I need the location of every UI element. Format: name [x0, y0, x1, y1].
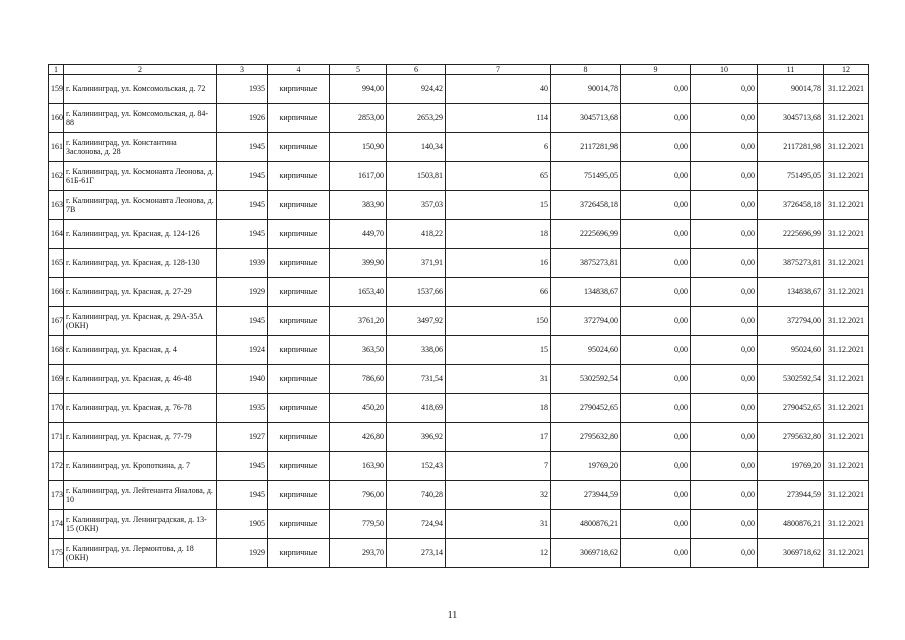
- table-row: [49, 365, 869, 394]
- living-area-cell: 338,06: [387, 336, 446, 365]
- cost-col-11-cell: 3069718,62: [758, 539, 824, 568]
- living-area-cell: 724,94: [387, 510, 446, 539]
- column-number: 12: [824, 65, 869, 75]
- cost-col-11-cell: 19769,20: [758, 452, 824, 481]
- total-area-cell: 3761,20: [330, 307, 387, 336]
- table-row: [49, 481, 869, 510]
- column-number: 6: [387, 65, 446, 75]
- cost-col-9-cell: 0,00: [621, 510, 691, 539]
- completion-date-cell: 31.12.2021: [824, 249, 869, 278]
- cost-col-11-cell: 95024,60: [758, 336, 824, 365]
- wall-material-cell: кирпичные: [268, 510, 330, 539]
- cost-col-11-cell: 3875273,81: [758, 249, 824, 278]
- column-number: 10: [691, 65, 758, 75]
- wall-material-cell: кирпичные: [268, 365, 330, 394]
- total-area-cell: 2853,00: [330, 104, 387, 133]
- address-cell: г. Калининград, ул. Красная, д. 29А-35А (ОКН): [64, 307, 217, 336]
- table-row: [49, 220, 869, 249]
- table-row: [49, 510, 869, 539]
- table-row: [49, 162, 869, 191]
- total-area-cell: 449,70: [330, 220, 387, 249]
- total-area-cell: 994,00: [330, 75, 387, 104]
- total-area-cell: 1617,00: [330, 162, 387, 191]
- column-number: 4: [268, 65, 330, 75]
- build-year-cell: 1945: [217, 162, 268, 191]
- build-year-cell: 1924: [217, 336, 268, 365]
- cost-total-cell: 3726458,18: [551, 191, 621, 220]
- wall-material-cell: кирпичные: [268, 307, 330, 336]
- living-area-cell: 924,42: [387, 75, 446, 104]
- address-cell: г. Калининград, ул. Красная, д. 27-29: [64, 278, 217, 307]
- address-cell: г. Калининград, ул. Красная, д. 77-79: [64, 423, 217, 452]
- completion-date-cell: 31.12.2021: [824, 481, 869, 510]
- cost-col-10-cell: 0,00: [691, 75, 758, 104]
- address-cell: г. Калининград, ул. Красная, д. 46-48: [64, 365, 217, 394]
- total-area-cell: 426,80: [330, 423, 387, 452]
- cost-col-11-cell: 90014,78: [758, 75, 824, 104]
- residents-count-cell: 18: [446, 394, 551, 423]
- row-number-cell: 172: [49, 452, 64, 481]
- completion-date-cell: 31.12.2021: [824, 539, 869, 568]
- housing-table: [48, 64, 869, 568]
- build-year-cell: 1945: [217, 133, 268, 162]
- row-number-cell: 171: [49, 423, 64, 452]
- cost-col-11-cell: 134838,67: [758, 278, 824, 307]
- residents-count-cell: 31: [446, 510, 551, 539]
- living-area-cell: 152,43: [387, 452, 446, 481]
- cost-total-cell: 3045713,68: [551, 104, 621, 133]
- column-number: 2: [64, 65, 217, 75]
- wall-material-cell: кирпичные: [268, 336, 330, 365]
- wall-material-cell: кирпичные: [268, 191, 330, 220]
- build-year-cell: 1927: [217, 423, 268, 452]
- total-area-cell: 363,50: [330, 336, 387, 365]
- cost-col-10-cell: 0,00: [691, 452, 758, 481]
- cost-total-cell: 3069718,62: [551, 539, 621, 568]
- cost-col-11-cell: 3726458,18: [758, 191, 824, 220]
- living-area-cell: 418,69: [387, 394, 446, 423]
- total-area-cell: 293,70: [330, 539, 387, 568]
- cost-col-9-cell: 0,00: [621, 249, 691, 278]
- cost-col-11-cell: 273944,59: [758, 481, 824, 510]
- cost-total-cell: 751495,05: [551, 162, 621, 191]
- cost-col-10-cell: 0,00: [691, 104, 758, 133]
- address-cell: г. Калининград, ул. Красная, д. 76-78: [64, 394, 217, 423]
- completion-date-cell: 31.12.2021: [824, 104, 869, 133]
- cost-col-9-cell: 0,00: [621, 539, 691, 568]
- cost-col-9-cell: 0,00: [621, 220, 691, 249]
- row-number-cell: 167: [49, 307, 64, 336]
- wall-material-cell: кирпичные: [268, 133, 330, 162]
- residents-count-cell: 114: [446, 104, 551, 133]
- wall-material-cell: кирпичные: [268, 394, 330, 423]
- total-area-cell: 163,90: [330, 452, 387, 481]
- build-year-cell: 1905: [217, 510, 268, 539]
- cost-col-9-cell: 0,00: [621, 307, 691, 336]
- cost-total-cell: 2225696,99: [551, 220, 621, 249]
- residents-count-cell: 31: [446, 365, 551, 394]
- residents-count-cell: 15: [446, 336, 551, 365]
- cost-col-10-cell: 0,00: [691, 307, 758, 336]
- cost-col-11-cell: 372794,00: [758, 307, 824, 336]
- column-number: 5: [330, 65, 387, 75]
- completion-date-cell: 31.12.2021: [824, 510, 869, 539]
- cost-col-10-cell: 0,00: [691, 539, 758, 568]
- cost-col-9-cell: 0,00: [621, 278, 691, 307]
- completion-date-cell: 31.12.2021: [824, 336, 869, 365]
- living-area-cell: 3497,92: [387, 307, 446, 336]
- row-number-cell: 159: [49, 75, 64, 104]
- completion-date-cell: 31.12.2021: [824, 278, 869, 307]
- column-number: 8: [551, 65, 621, 75]
- cost-col-11-cell: 5302592,54: [758, 365, 824, 394]
- table-row: [49, 307, 869, 336]
- living-area-cell: 273,14: [387, 539, 446, 568]
- cost-col-9-cell: 0,00: [621, 75, 691, 104]
- total-area-cell: 450,20: [330, 394, 387, 423]
- residents-count-cell: 32: [446, 481, 551, 510]
- cost-total-cell: 2117281,98: [551, 133, 621, 162]
- cost-col-9-cell: 0,00: [621, 191, 691, 220]
- build-year-cell: 1935: [217, 394, 268, 423]
- cost-col-9-cell: 0,00: [621, 394, 691, 423]
- table-row: [49, 249, 869, 278]
- table-row: [49, 394, 869, 423]
- cost-col-11-cell: 2225696,99: [758, 220, 824, 249]
- column-number-row: [49, 65, 869, 75]
- build-year-cell: 1935: [217, 75, 268, 104]
- address-cell: г. Калининград, ул. Кропоткина, д. 7: [64, 452, 217, 481]
- residents-count-cell: 12: [446, 539, 551, 568]
- column-number: 11: [758, 65, 824, 75]
- cost-col-9-cell: 0,00: [621, 452, 691, 481]
- living-area-cell: 357,03: [387, 191, 446, 220]
- total-area-cell: 779,50: [330, 510, 387, 539]
- table-row: [49, 104, 869, 133]
- cost-col-11-cell: 2795632,80: [758, 423, 824, 452]
- wall-material-cell: кирпичные: [268, 162, 330, 191]
- cost-total-cell: 134838,67: [551, 278, 621, 307]
- address-cell: г. Калининград, ул. Космонавта Леонова, д. 7В: [64, 191, 217, 220]
- row-number-cell: 168: [49, 336, 64, 365]
- cost-col-9-cell: 0,00: [621, 423, 691, 452]
- total-area-cell: 796,00: [330, 481, 387, 510]
- living-area-cell: 1537,66: [387, 278, 446, 307]
- residents-count-cell: 18: [446, 220, 551, 249]
- completion-date-cell: 31.12.2021: [824, 220, 869, 249]
- living-area-cell: 418,22: [387, 220, 446, 249]
- residents-count-cell: 65: [446, 162, 551, 191]
- cost-total-cell: 273944,59: [551, 481, 621, 510]
- table-row: [49, 539, 869, 568]
- row-number-cell: 175: [49, 539, 64, 568]
- completion-date-cell: 31.12.2021: [824, 394, 869, 423]
- wall-material-cell: кирпичные: [268, 423, 330, 452]
- cost-col-9-cell: 0,00: [621, 133, 691, 162]
- build-year-cell: 1945: [217, 191, 268, 220]
- cost-col-9-cell: 0,00: [621, 365, 691, 394]
- living-area-cell: 396,92: [387, 423, 446, 452]
- table-row: [49, 336, 869, 365]
- table-row: [49, 423, 869, 452]
- living-area-cell: 140,34: [387, 133, 446, 162]
- address-cell: г. Калининград, ул. Константина Заслонова, д. 28: [64, 133, 217, 162]
- residents-count-cell: 6: [446, 133, 551, 162]
- completion-date-cell: 31.12.2021: [824, 365, 869, 394]
- total-area-cell: 1653,40: [330, 278, 387, 307]
- total-area-cell: 383,90: [330, 191, 387, 220]
- build-year-cell: 1945: [217, 452, 268, 481]
- cost-col-9-cell: 0,00: [621, 481, 691, 510]
- cost-col-10-cell: 0,00: [691, 510, 758, 539]
- cost-col-10-cell: 0,00: [691, 394, 758, 423]
- table-body: [49, 65, 869, 568]
- cost-col-11-cell: 4800876,21: [758, 510, 824, 539]
- table-row: [49, 133, 869, 162]
- build-year-cell: 1945: [217, 307, 268, 336]
- cost-col-10-cell: 0,00: [691, 423, 758, 452]
- row-number-cell: 162: [49, 162, 64, 191]
- row-number-cell: 166: [49, 278, 64, 307]
- row-number-cell: 170: [49, 394, 64, 423]
- completion-date-cell: 31.12.2021: [824, 191, 869, 220]
- cost-total-cell: 3875273,81: [551, 249, 621, 278]
- address-cell: г. Калининград, ул. Лейтенанта Яналова, д. 10: [64, 481, 217, 510]
- page-number: 11: [447, 610, 458, 621]
- cost-col-10-cell: 0,00: [691, 162, 758, 191]
- total-area-cell: 399,90: [330, 249, 387, 278]
- row-number-cell: 174: [49, 510, 64, 539]
- cost-col-11-cell: 751495,05: [758, 162, 824, 191]
- cost-col-10-cell: 0,00: [691, 191, 758, 220]
- column-number: 7: [446, 65, 551, 75]
- cost-col-10-cell: 0,00: [691, 365, 758, 394]
- living-area-cell: 740,28: [387, 481, 446, 510]
- row-number-cell: 163: [49, 191, 64, 220]
- column-number: 9: [621, 65, 691, 75]
- total-area-cell: 786,60: [330, 365, 387, 394]
- total-area-cell: 150,90: [330, 133, 387, 162]
- completion-date-cell: 31.12.2021: [824, 452, 869, 481]
- cost-col-10-cell: 0,00: [691, 336, 758, 365]
- table-row: [49, 75, 869, 104]
- wall-material-cell: кирпичные: [268, 481, 330, 510]
- row-number-cell: 169: [49, 365, 64, 394]
- residents-count-cell: 40: [446, 75, 551, 104]
- cost-col-11-cell: 2117281,98: [758, 133, 824, 162]
- residents-count-cell: 17: [446, 423, 551, 452]
- address-cell: г. Калининград, ул. Комсомольская, д. 72: [64, 75, 217, 104]
- cost-total-cell: 372794,00: [551, 307, 621, 336]
- residents-count-cell: 66: [446, 278, 551, 307]
- cost-col-9-cell: 0,00: [621, 104, 691, 133]
- cost-total-cell: 90014,78: [551, 75, 621, 104]
- address-cell: г. Калининград, ул. Красная, д. 4: [64, 336, 217, 365]
- cost-col-11-cell: 2790452,65: [758, 394, 824, 423]
- column-number: 1: [49, 65, 64, 75]
- cost-total-cell: 4800876,21: [551, 510, 621, 539]
- build-year-cell: 1939: [217, 249, 268, 278]
- wall-material-cell: кирпичные: [268, 104, 330, 133]
- build-year-cell: 1929: [217, 278, 268, 307]
- build-year-cell: 1926: [217, 104, 268, 133]
- completion-date-cell: 31.12.2021: [824, 162, 869, 191]
- living-area-cell: 731,54: [387, 365, 446, 394]
- cost-col-9-cell: 0,00: [621, 162, 691, 191]
- wall-material-cell: кирпичные: [268, 249, 330, 278]
- table-row: [49, 278, 869, 307]
- build-year-cell: 1929: [217, 539, 268, 568]
- residents-count-cell: 150: [446, 307, 551, 336]
- cost-col-10-cell: 0,00: [691, 220, 758, 249]
- cost-col-10-cell: 0,00: [691, 133, 758, 162]
- table-row: [49, 191, 869, 220]
- living-area-cell: 371,91: [387, 249, 446, 278]
- wall-material-cell: кирпичные: [268, 539, 330, 568]
- build-year-cell: 1940: [217, 365, 268, 394]
- cost-col-10-cell: 0,00: [691, 278, 758, 307]
- cost-total-cell: 95024,60: [551, 336, 621, 365]
- cost-col-9-cell: 0,00: [621, 336, 691, 365]
- address-cell: г. Калининград, ул. Комсомольская, д. 84-88: [64, 104, 217, 133]
- completion-date-cell: 31.12.2021: [824, 307, 869, 336]
- living-area-cell: 2653,29: [387, 104, 446, 133]
- column-number: 3: [217, 65, 268, 75]
- completion-date-cell: 31.12.2021: [824, 133, 869, 162]
- address-cell: г. Калининград, ул. Красная, д. 124-126: [64, 220, 217, 249]
- cost-col-10-cell: 0,00: [691, 249, 758, 278]
- table-row: [49, 452, 869, 481]
- living-area-cell: 1503,81: [387, 162, 446, 191]
- address-cell: г. Калининград, ул. Красная, д. 128-130: [64, 249, 217, 278]
- address-cell: г. Калининград, ул. Ленинградская, д. 13-15 (ОКН): [64, 510, 217, 539]
- wall-material-cell: кирпичные: [268, 278, 330, 307]
- build-year-cell: 1945: [217, 481, 268, 510]
- address-cell: г. Калининград, ул. Космонавта Леонова, д. 61Б-61Г: [64, 162, 217, 191]
- wall-material-cell: кирпичные: [268, 220, 330, 249]
- residents-count-cell: 16: [446, 249, 551, 278]
- cost-total-cell: 5302592,54: [551, 365, 621, 394]
- residents-count-cell: 15: [446, 191, 551, 220]
- residents-count-cell: 7: [446, 452, 551, 481]
- cost-total-cell: 2795632,80: [551, 423, 621, 452]
- wall-material-cell: кирпичные: [268, 75, 330, 104]
- cost-total-cell: 2790452,65: [551, 394, 621, 423]
- row-number-cell: 173: [49, 481, 64, 510]
- completion-date-cell: 31.12.2021: [824, 423, 869, 452]
- build-year-cell: 1945: [217, 220, 268, 249]
- row-number-cell: 160: [49, 104, 64, 133]
- wall-material-cell: кирпичные: [268, 452, 330, 481]
- cost-total-cell: 19769,20: [551, 452, 621, 481]
- cost-col-10-cell: 0,00: [691, 481, 758, 510]
- address-cell: г. Калининград, ул. Лермонтова, д. 18 (ОКН): [64, 539, 217, 568]
- row-number-cell: 161: [49, 133, 64, 162]
- completion-date-cell: 31.12.2021: [824, 75, 869, 104]
- row-number-cell: 165: [49, 249, 64, 278]
- row-number-cell: 164: [49, 220, 64, 249]
- cost-col-11-cell: 3045713,68: [758, 104, 824, 133]
